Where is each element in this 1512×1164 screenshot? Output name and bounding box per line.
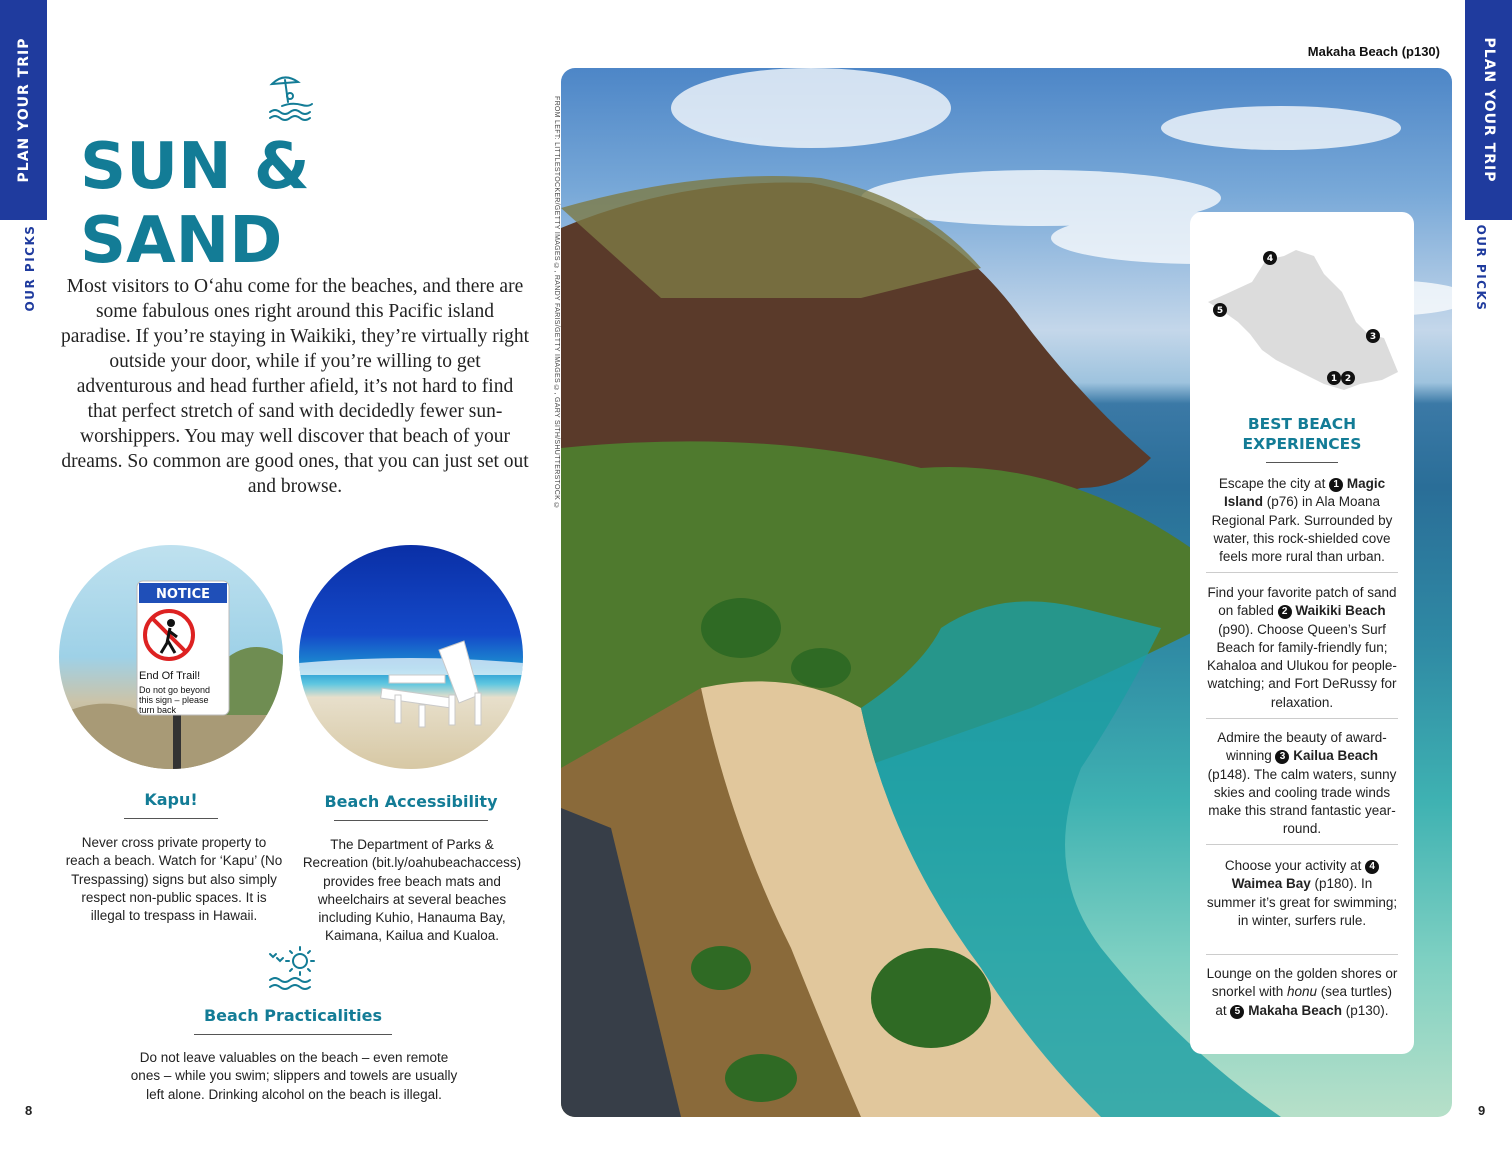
photo-credit: FROM LEFT: LITTLESTOCKER/GETTY IMAGES ©, RANDY FARIS/GETTY IMAGES ©, GARY SITH/SHUTTERSTOCK © [553, 96, 560, 510]
practicalities-heading: Beach Practicalities [203, 1006, 383, 1025]
marker-4: 4 [1365, 860, 1379, 874]
photo-caption: Makaha Beach (p130) [1307, 44, 1440, 59]
best-beach-divider [1266, 462, 1338, 463]
best-beach-card [1190, 212, 1414, 1054]
experience-divider [1206, 954, 1398, 955]
experience-item: Admire the beauty of award-winning 3 Kailua Beach (p148). The calm waters, sunny skies and cooling trade winds make this strand fantastic year-round. [1207, 730, 1397, 837]
marker-3: 3 [1275, 750, 1289, 764]
map-marker-5: 5 [1216, 306, 1224, 316]
side-tab-label: PLAN YOUR TRIP [1480, 37, 1497, 183]
map-marker-3: 3 [1369, 332, 1377, 342]
marker-2: 2 [1278, 605, 1292, 619]
marker-5: 5 [1230, 1005, 1244, 1019]
accessibility-divider [334, 820, 488, 821]
experience-divider [1206, 718, 1398, 719]
sign-line2: Do not go beyond this sign – please turn back [139, 685, 211, 715]
beach-chair-photo [299, 545, 523, 769]
sun-waves-icon [266, 944, 318, 994]
page-number-left: 8 [25, 1103, 33, 1118]
kapu-heading: Kapu! [144, 790, 198, 809]
map-marker-4: 4 [1266, 254, 1274, 264]
experience-divider [1206, 844, 1398, 845]
experience-item: Choose your activity at 4 Waimea Bay (p180). In summer it’s great for swimming; in winter, surfers rule. [1206, 858, 1398, 928]
beach-umbrella-icon [266, 74, 318, 124]
sign-header: NOTICE [155, 587, 211, 602]
practicalities-text: Do not leave valuables on the beach – even remote ones – while you swim; slippers and towels are usually left alone. Drinking alcohol on the beach is illegal. [130, 1050, 458, 1102]
section-label-right: OUR PICKS [1474, 224, 1488, 312]
map-marker-1: 1 [1330, 374, 1338, 384]
marker-1: 1 [1329, 478, 1343, 492]
sign-line1: End Of Trail! [139, 670, 201, 682]
map-marker-2: 2 [1344, 374, 1352, 384]
side-tab-label: PLAN YOUR TRIP [15, 37, 32, 183]
accessibility-text: The Department of Parks & Recreation (bit.ly/oahubeachaccess) provides free beach mats and wheelchairs at several beaches including Kuhio, Hanauma Bay, Kaimana, Kailua and Kualoa. [302, 837, 522, 944]
section-label-left: OUR PICKS [23, 224, 37, 312]
kapu-sign-photo [59, 545, 283, 769]
kapu-text: Never cross private property to reach a beach. Watch for ‘Kapu’ (No Trespassing) signs but also simply respect non-public spaces. It is illegal to trespass in Hawaii. [65, 835, 283, 924]
side-tab-left [0, 0, 47, 220]
oahu-map [1204, 234, 1402, 394]
intro-paragraph: Most visitors to O‘ahu come for the beaches, and there are some fabulous ones right around this Pacific island paradise. If you’re staying in Waikiki, they’re virtually right outside your door, while if you’re willing to get adventurous and head further afield, it’s not hard to find that perfect stretch of sand with decidedly fewer sun-worshippers. You may well discover that beach of your dreams. So common are good ones, that you can just set out and browse. [60, 276, 530, 497]
kapu-divider [124, 818, 218, 819]
experience-item: Escape the city at 1 Magic Island (p76) in Ala Moana Regional Park. Surrounded by water, this rock-shielded cove feels more rural than urban. [1211, 476, 1393, 565]
side-tab-right [1465, 0, 1512, 220]
accessibility-heading: Beach Accessibility [324, 792, 498, 811]
page-title: SUN & SAND [80, 130, 310, 278]
experience-item: Lounge on the golden shores or snorkel with honu (sea turtles) at 5 Makaha Beach (p130). [1206, 966, 1398, 1018]
makaha-beach-photo [561, 68, 1452, 1117]
page-number-right: 9 [1478, 1103, 1486, 1118]
experience-item: Find your favorite patch of sand on fabled 2 Waikiki Beach (p90). Choose Queen’s Surf Beach for family-friendly fun; Kahaloa and Ulukou for people-watching; and Fort DeRussy for relaxation. [1207, 585, 1397, 710]
experience-divider [1206, 572, 1398, 573]
best-beach-heading: BEST BEACH EXPERIENCES [1242, 415, 1362, 453]
practicalities-divider [194, 1034, 392, 1035]
